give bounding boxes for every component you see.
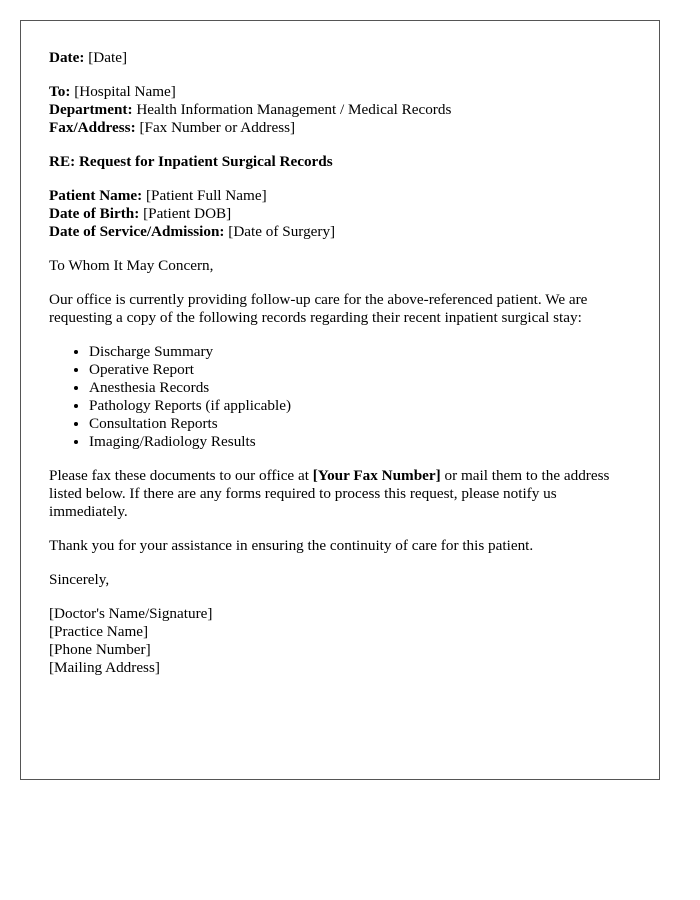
- records-list-item: • Pathology Reports (if applicable): [89, 397, 631, 415]
- date-block: [49, 49, 631, 67]
- date-of-service-line: [49, 223, 631, 241]
- fax-address-label: Fax/Address:: [49, 119, 136, 136]
- instructions-text-before: Please fax these documents to our office at: [49, 467, 313, 484]
- subject-line: RE: Request for Inpatient Surgical Records: [49, 153, 333, 170]
- your-fax-number: [Your Fax Number]: [312, 467, 441, 484]
- patient-dob-line: [49, 205, 631, 223]
- patient-block: [49, 187, 631, 241]
- patient-name-label: Patient Name:: [49, 187, 143, 204]
- records-list-item: • Discharge Summary: [89, 343, 631, 361]
- fax-address-value: [Fax Number or Address]: [139, 119, 296, 136]
- practice-name: [Practice Name]: [49, 623, 149, 640]
- records-list: [49, 343, 631, 451]
- fax-address-line: [49, 119, 631, 137]
- letter-page: [20, 20, 660, 780]
- patient-name-line: [49, 187, 631, 205]
- instructions-text-after: or mail them to the address listed below. If there are any forms required to process this request, please notify us immediately.: [49, 467, 610, 520]
- records-list-item: • Operative Report: [89, 361, 631, 379]
- signature-block: [49, 605, 631, 677]
- department-line: [49, 101, 631, 119]
- date-value: [Date]: [88, 49, 128, 66]
- intro-paragraph: Our office is currently providing follow-up care for the above-referenced patient. We are requesting a copy of the following records regarding their recent inpatient surgical stay:: [49, 291, 588, 326]
- records-list-item: • Consultation Reports: [89, 415, 631, 433]
- phone-number: [Phone Number]: [49, 641, 151, 658]
- patient-name-value: [Patient Full Name]: [146, 187, 267, 204]
- date-of-service-value: [Date of Surgery]: [228, 223, 336, 240]
- to-value: [Hospital Name]: [74, 83, 176, 100]
- closing: Sincerely,: [49, 571, 110, 588]
- department-label: Department:: [49, 101, 133, 118]
- to-label: To:: [49, 83, 71, 100]
- records-list-item: • Imaging/Radiology Results: [89, 433, 631, 451]
- date-line: [49, 49, 631, 67]
- thanks-paragraph: Thank you for your assistance in ensuring the continuity of care for this patient.: [49, 537, 534, 554]
- mailing-address: [Mailing Address]: [49, 659, 160, 676]
- patient-dob-label: Date of Birth:: [49, 205, 140, 222]
- salutation: To Whom It May Concern,: [49, 257, 214, 274]
- department-value: Health Information Management / Medical Records: [136, 101, 452, 118]
- instructions-paragraph: [49, 467, 631, 521]
- patient-dob-value: [Patient DOB]: [143, 205, 232, 222]
- doctor-name-signature: [Doctor's Name/Signature]: [49, 605, 213, 622]
- recipient-block: [49, 83, 631, 137]
- records-list-item: • Anesthesia Records: [89, 379, 631, 397]
- date-of-service-label: Date of Service/Admission:: [49, 223, 225, 240]
- date-label: Date:: [49, 49, 85, 66]
- to-line: [49, 83, 631, 101]
